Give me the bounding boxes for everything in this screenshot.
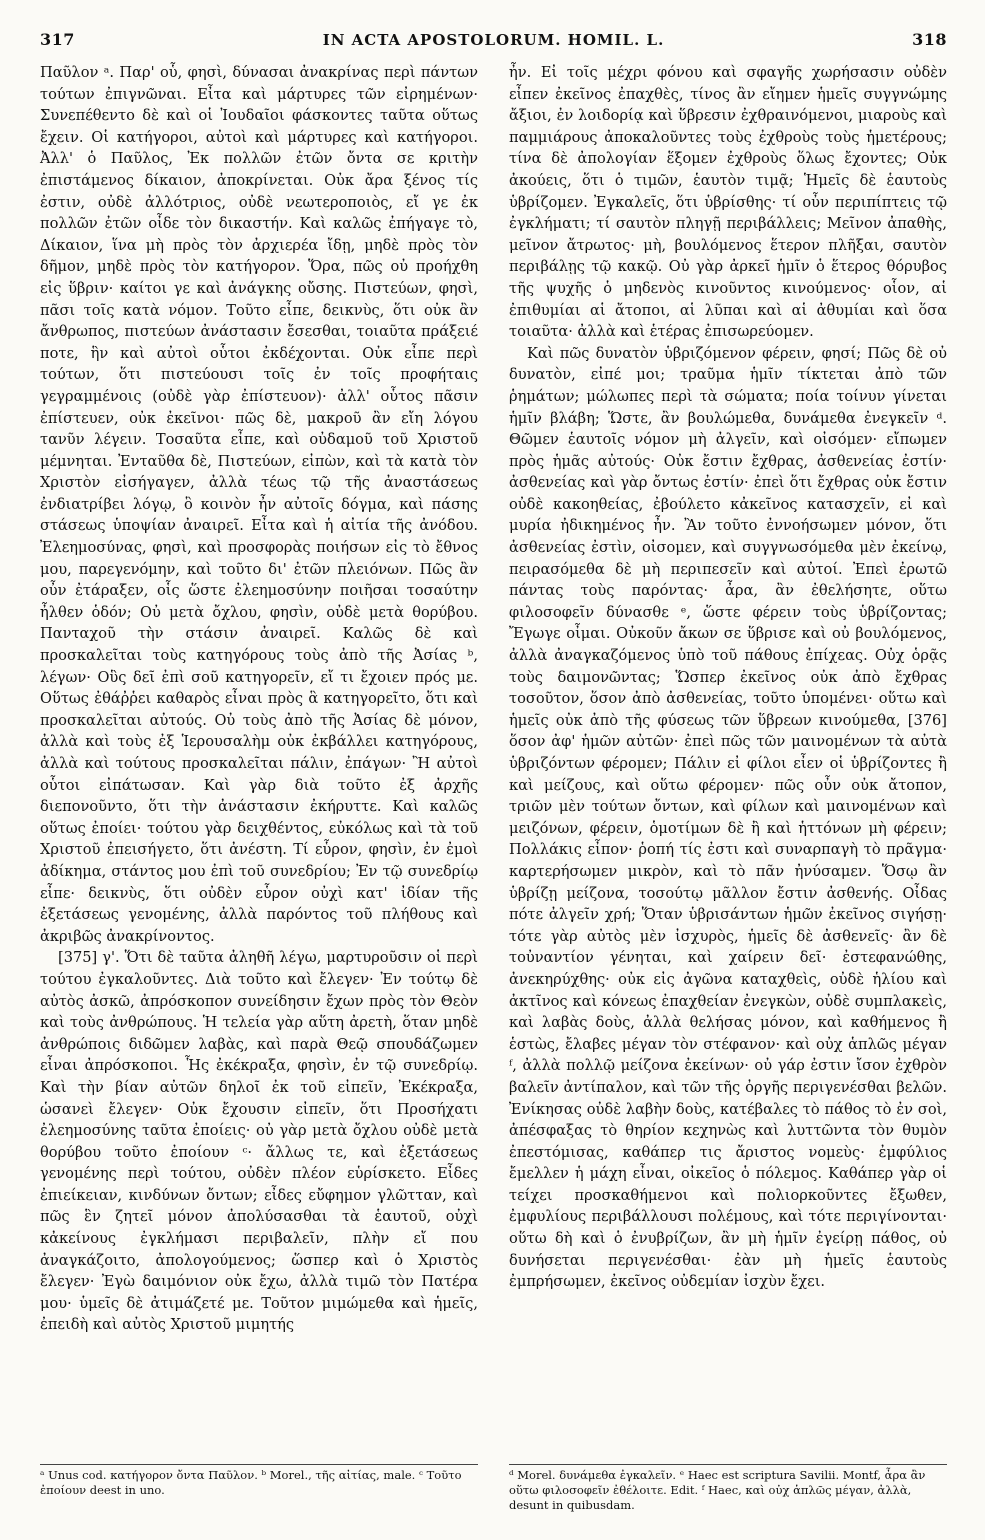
right-paragraph: ἦν. Εἰ τοῖς μέχρι φόνου καὶ σφαγῆς χωρήσασιν οὐδὲν εἶπεν ἐκεῖνος ἐπαχθὲς, τίνος ἂν εἴημεν ἡμεῖς συγγνώμης ἄξιοι, ἐν λοιδορίᾳ καὶ ὕβρεσιν ἐχθραινόμενοι, μιαροὺς καὶ παμμιάρους ἀποκαλοῦντες τοὺς ἐχθροὺς τοὺς ἡμετέρους; τίνα δὲ ἀπολογίαν ἕξομεν ἐχθροὺς ὅλως ἔχοντες; Οὐκ ἀκούεις, ὅτι ὁ τιμῶν, ἑαυτὸν τιμᾷ; Ἡμεῖς δὲ ἑαυτοὺς ὑβρίζομεν. Ἐγκαλεῖς, ὅτι ὑβρίσθης· τί οὖν περιπίπτεις τῷ ἐγκλήματι; τί σαυτὸν πληγῇ περιβάλλεις; Μεῖνον ἀπαθὴς, μεῖνον ἄτρωτος· μὴ, βουλόμενος ἕτερον πλῆξαι, σαυτὸν περιβάλῃς τῷ κακῷ. Οὐ γὰρ ἀρκεῖ ἡμῖν ὁ ἕτερος θόρυβος τῆς ψυχῆς ὁ μηδενὸς κινοῦντος κινούμενος· οἷον, αἱ ἐπιθυμίαι αἱ ἄτοποι, αἱ λῦπαι καὶ αἱ ἀθυμίαι καὶ ὅσα τοιαῦτα· ἀλλὰ καὶ ἑτέρας ἐπισωρεύομεν.: [509, 64, 947, 341]
left-column: [40, 62, 478, 1336]
right-column: [509, 62, 947, 1336]
left-paragraph: [375] γ'. Ὅτι δὲ ταῦτα ἀληθῆ λέγω, μαρτυροῦσιν οἱ περὶ τούτου ἐγκαλοῦντες. Διὰ τοῦτο καὶ ἔλεγεν· Ἐν τούτῳ δὲ αὐτὸς ἀσκῶ, ἀπρόσκοπον συνείδησιν ἔχων πρὸς τὸν Θεὸν καὶ τοὺς ἀνθρώπους. Ἡ τελεία γὰρ αὕτη ἀρετὴ, ὅταν μηδὲ ἀνθρώποις διδῶμεν λαβὰς, καὶ παρὰ Θεῷ σπουδάζωμεν εἶναι ἀπρόσκοποι. Ἧς ἐκέκραξα, φησὶν, ἐν τῷ συνεδρίῳ. Καὶ τὴν βίαν αὐτῶν δηλοῖ ἐκ τοῦ εἰπεῖν, Ἐκέκραξα, ὡσανεὶ ἔλεγεν· Οὐκ ἔχουσιν εἰπεῖν, ὅτι Προσήχατι ἐλεημοσύνης ταῦτα ἐποίεις· οὐ γὰρ μετὰ ὄχλου οὐδὲ μετὰ θορύβου τοῦτο ἐποίουν ᶜ· ἄλλως τε, καὶ ἐξετάσεως γενομένης περὶ τούτου, οὐδὲν πλέον εὑρίσκετο. Εἶδες ἐπιείκειαν, κινδύνων ὄντων; εἶδες εὔφημον γλῶτταν, καὶ πῶς ἓν ζητεῖ μόνον ἀπολύσασθαι τὰ ἑαυτοῦ, οὐχὶ κἀκείνους ἐγκλήμασι περιβαλεῖν, πλὴν εἴ που ἀναγκάζοιτο, ἀπολογούμενος; ὥσπερ καὶ ὁ Χριστὸς ἔλεγεν· Ἐγὼ δαιμόνιον οὐκ ἔχω, ἀλλὰ τιμῶ τὸν Πατέρα μου· ὑμεῖς δὲ ἀτιμάζετέ με. Τοῦτον μιμώμεθα καὶ ἡμεῖς, ἐπειδὴ καὶ αὐτὸς Χριστοῦ μιμητής: [40, 949, 478, 1334]
left-paragraph: Παῦλον ᵃ. Παρ' οὗ, φησὶ, δύνασαι ἀνακρίνας περὶ πάντων τούτων ἐπιγνῶναι. Εἶτα καὶ μάρτυρες τῶν εἰρημένων· Συνεπέθεντο δὲ καὶ οἱ Ἰουδαῖοι φάσκοντες ταῦτα οὕτως ἔχειν. Οἱ κατήγοροι, αὐτοὶ καὶ μάρτυρες καὶ κατήγοροι. Ἀλλ' ὁ Παῦλος, Ἐκ πολλῶν ἐτῶν ὄντα σε κριτὴν ἐπιστάμενος δίκαιον, ἀποκρίνεται. Οὐκ ἄρα ξένος τίς ἐστιν, οὐδὲ ἀλλότριος, οὐδὲ νεωτεροποιὸς, εἴ γε ἐκ πολλῶν ἐτῶν οἶδε τὸν δικαστήν. Καὶ καλῶς ἐπήγαγε τὸ, Δίκαιον, ἵνα μὴ πρὸς τὸν ἀρχιερέα ἴδῃ, μηδὲ πρὸς τὸν δῆμον, μηδὲ πρὸς τὸν κατήγορον. Ὅρα, πῶς οὐ προήχθη εἰς ὕβριν· καίτοι γε καὶ ἀνάγκης οὔσης. Πιστεύων, φησὶ, πᾶσι τοῖς κατὰ νόμον. Τοῦτο εἶπε, δεικνὺς, ὅτι οὐκ ἂν ἄνθρωπος, πιστεύων ἀνάστασιν ἔσεσθαι, τοιαῦτα πράξειέ ποτε, ἣν καὶ αὐτοὶ οὗτοι ἐκδέχονται. Οὐκ εἶπε περὶ τούτων, ὅτι πιστεύουσι τοῖς ἐν τοῖς προφήταις γεγραμμένοις (οὐδὲ γὰρ ἐπίστευον)· ἀλλ' οὗτος πᾶσιν ἐπίστευεν, οὐκ ἐκεῖνοι· πῶς δὲ, μακροῦ ἂν εἴη λόγου τανῦν λέγειν. Τοσαῦτα εἶπε, καὶ οὐδαμοῦ τοῦ Χριστοῦ μέμνηται. Ἐνταῦθα δὲ, Πιστεύων, εἰπὼν, καὶ τὰ κατὰ τὸν Χριστὸν εἰσήγαγεν, ἀλλὰ τέως τῷ τῆς ἀναστάσεως ἐνδιατρίβει λόγῳ, ὃ κοινὸν ἦν αὐτοῖς δόγμα, καὶ πάσης στάσεως ὑποψίαν ἀναιρεῖ. Εἶτα καὶ ἡ αἰτία τῆς ἀνόδου. Ἐλεημοσύνας, φησὶ, καὶ προσφορὰς ποιήσων εἰς τὸ ἔθνος μου, παρεγενόμην, καὶ τοῦτο δι' ἐτῶν πλειόνων. Πῶς ἂν οὖν ἐτάραξεν, οἷς ὥστε ἐλεημοσύνην ποιῆσαι τοσαύτην ἦλθεν ὁδόν; Οὐ μετὰ ὄχλου, φησὶν, οὐδὲ μετὰ θορύβου. Πανταχοῦ τὴν στάσιν ἀναιρεῖ. Καλῶς δὲ καὶ προσκαλεῖται τοὺς κατηγόρους τοὺς ἀπὸ τῆς Ἀσίας ᵇ, λέγων· Οὓς δεῖ ἐπὶ σοῦ κατηγορεῖν, εἴ τι ἔχοιεν πρός με. Οὕτως ἐθάῤῥει καθαρὸς εἶναι πρὸς ἃ κατηγορεῖτο, ὅτι καὶ προσκαλεῖται αὐτούς. Οὐ τοὺς ἀπὸ τῆς Ἀσίας δὲ μόνον, ἀλλὰ καὶ τοὺς ἐξ Ἱερουσαλὴμ οὐκ ἐκβάλλει κατηγόρους, ἀλλὰ καὶ τούτους προσκαλεῖται πάλιν, ἐπάγων· Ἢ αὐτοὶ οὗτοι εἰπάτωσαν. Καὶ γὰρ διὰ τοῦτο ἐξ ἀρχῆς διεπονοῦντο, ὅτι τὴν ἀνάστασιν ἐκήρυττε. Καὶ καλῶς οὕτως ἐποίει· τούτου γὰρ δειχθέντος, εὐκόλως καὶ τὰ τοῦ Χριστοῦ ἐπεισήγετο, ὅτι ἀνέστη. Τί εὗρον, φησὶν, ἐν ἐμοὶ ἀδίκημα, στάντος μου ἐπὶ τοῦ συνεδρίου; Ἐν τῷ συνεδρίῳ εἶπε· δεικνὺς, ὅτι οὐδὲν εὗρον οὐχὶ κατ' ἰδίαν τῆς ἐξετάσεως γενομένης, ἀλλὰ παρόντος τοῦ πλήθους καὶ ἀκριβῶς ἀνακρίνοντος.: [40, 64, 478, 945]
running-title: IN ACTA APOSTOLORUM. HOMIL. L.: [322, 31, 665, 49]
running-header: [40, 30, 947, 60]
right-paragraph: Καὶ πῶς δυνατὸν ὑβριζόμενον φέρειν, φησί; Πῶς δὲ οὐ δυνατὸν, εἰπέ μοι; τραῦμα ἡμῖν τίκτεται ἀπὸ τῶν ῥημάτων; μώλωπες περὶ τὰ σώματα; ποία τοίνυν γίνεται ἡμῖν βλάβη; Ὥστε, ἂν βουλώμεθα, δυνάμεθα ἐνεγκεῖν ᵈ. Θῶμεν ἑαυτοῖς νόμον μὴ ἀλγεῖν, καὶ οἰσόμεν· εἴπωμεν πρὸς ἡμᾶς αὐτούς· Οὐκ ἔστιν ἔχθρας, ἀσθενείας ἐστίν· ἀσθενείας καὶ γὰρ ὄντως ἐστίν· ἐπεὶ ὅτι ἔχθρας οὐκ ἔστιν οὐδὲ κακοηθείας, ἐβούλετο κἀκεῖνος κατασχεῖν, εἰ καὶ μυρία ἠδικημένος ἦν. Ἂν τοῦτο ἐννοήσωμεν μόνον, ὅτι ἀσθενείας ἐστὶν, οἰσομεν, καὶ συγγνωσόμεθα μὲν ἐκείνῳ, πειρασόμεθα δὲ μὴ περιπεσεῖν καὶ αὐτοί. Ἐπεὶ ἐρωτῶ πάντας τοὺς παρόντας· ἆρα, ἂν ἐθελήσητε, οὕτω φιλοσοφεῖν δύνασθε ᵉ, ὥστε φέρειν τοὺς ὑβρίζοντας; Ἔγωγε οἶμαι. Οὐκοῦν ἄκων σε ὕβρισε καὶ οὐ βουλόμενος, ἀλλὰ ἀναγκαζόμενος ὑπὸ τοῦ πάθους ἐπίχεας. Οὐχ ὁρᾷς τοὺς δαιμονῶντας; Ὥσπερ ἐκεῖνος οὐκ ἀπὸ ἔχθρας τοσοῦτον, ὅσον ἀπὸ ἀσθενείας, τοῦτο ὑπομένει· οὕτω καὶ ἡμεῖς οὐκ ἀπὸ τῆς φύσεως τῶν ὕβρεων κινούμεθα, [376] ὅσον ἀφ' ἡμῶν αὐτῶν· ἐπεὶ πῶς τῶν μαινομένων τὰ αὐτὰ ὑβριζόντων φέρομεν; Πάλιν εἰ φίλοι εἶεν οἱ ὑβρίζοντες ἢ καὶ μείζους, καὶ οὕτω φέρομεν· πῶς οὖν οὐκ ἄτοπον, τριῶν μὲν τούτων ὄντων, καὶ φίλων καὶ μαινομένων καὶ μειζόνων, φέρειν, ὁμοτίμων δὲ ἢ καὶ ἡττόνων μὴ φέρειν; Πολλάκις εἶπον· ῥοπή τίς ἐστι καὶ συναρπαγὴ τὸ πρᾶγμα· καρτερήσωμεν μικρὸν, καὶ τὸ πᾶν ἠνύσαμεν. Ὅσῳ ἂν ὑβρίζῃ μείζονα, τοσούτῳ μᾶλλον ἔστιν ἀσθενής. Οἶδας πότε ἀλγεῖν χρή; Ὅταν ὑβρισάντων ἡμῶν ἐκεῖνος σιγήσῃ· τότε γὰρ αὐτὸς μὲν ἰσχυρὸς, ἡμεῖς δὲ ἀσθενεῖς· ἂν δὲ τοὐναντίον γένηται, καὶ χαίρειν δεῖ· ἐστεφανώθης, ἀνεκηρύχθης· οὐκ εἰς ἀγῶνα καταχθεὶς, οὐδὲ ἡλίου καὶ ἀκτῖνος καὶ κόνεως ἐπαχθείαν ἐνεγκὼν, οὐδὲ συμπλακεὶς, καὶ λαβὰς δοὺς, ἀλλὰ θελήσας μόνον, καὶ καθήμενος ἢ ἑστὼς, ἔλαβες μέγαν τὸν στέφανον· καὶ οὐχ ἁπλῶς μέγαν ᶠ, ἀλλὰ πολλῷ μείζονα ἐκείνων· οὐ γάρ ἐστιν ἴσον ἐχθρὸν βαλεῖν ἀντίπαλον, καὶ τῶν τῆς ὀργῆς περιγενέσθαι βελῶν. Ἐνίκησας οὐδὲ λαβὴν δοὺς, κατέβαλες τὸ πάθος τὸ ἐν σοὶ, ἀπέσφαξας τὸ θηρίον κεχηνὼς καὶ λυττῶντα τὸν θυμὸν ἐπεστόμισας, καθάπερ τις ἄριστος νομεὺς· ἐμφύλιος ἔμελλεν ἡ μάχη εἶναι, οἰκεῖος ὁ πόλεμος. Καθάπερ γὰρ οἱ τείχει προσκαθήμενοι καὶ πολιορκοῦντες ἔξωθεν, ἐμφυλίους περιβάλλουσι πολέμους, καὶ τότε περιγίνονται· οὕτω δὴ καὶ ὁ ἐνυβρίζων, ἂν μὴ ἡμῖν ἐγείρῃ πάθος, οὐ δυνήσεται περιγενέσθαι· ἐὰν μὴ ἡμεῖς ἑαυτοὺς ἐμπρήσωμεν, ἐκεῖνος οὐδεμίαν ἰσχὺν ἔχει.: [509, 344, 947, 1291]
page-number-right: 318: [912, 30, 947, 49]
footnote-left: ᵃ Unus cod. κατήγορον ὄντα Παῦλον. ᵇ Morel., τῆς αἰτίας, male. ᶜ Τοῦτο ἐποίουν deest in uno.: [40, 1464, 478, 1513]
footnote-right: ᵈ Morel. δυνάμεθα ἐγκαλεῖν. ᵉ Haec est scriptura Savilii. Montf, ἆρα ἂν οὕτω φιλοσοφεῖν ἐθέλοιτε. Edit. ᶠ Haec, καὶ οὐχ ἁπλῶς μέγαν, ἀλλὰ, desunt in quibusdam.: [509, 1464, 947, 1513]
page-number-left: 317: [40, 30, 75, 49]
text-columns: [40, 62, 947, 1336]
footnotes: [40, 1464, 947, 1513]
